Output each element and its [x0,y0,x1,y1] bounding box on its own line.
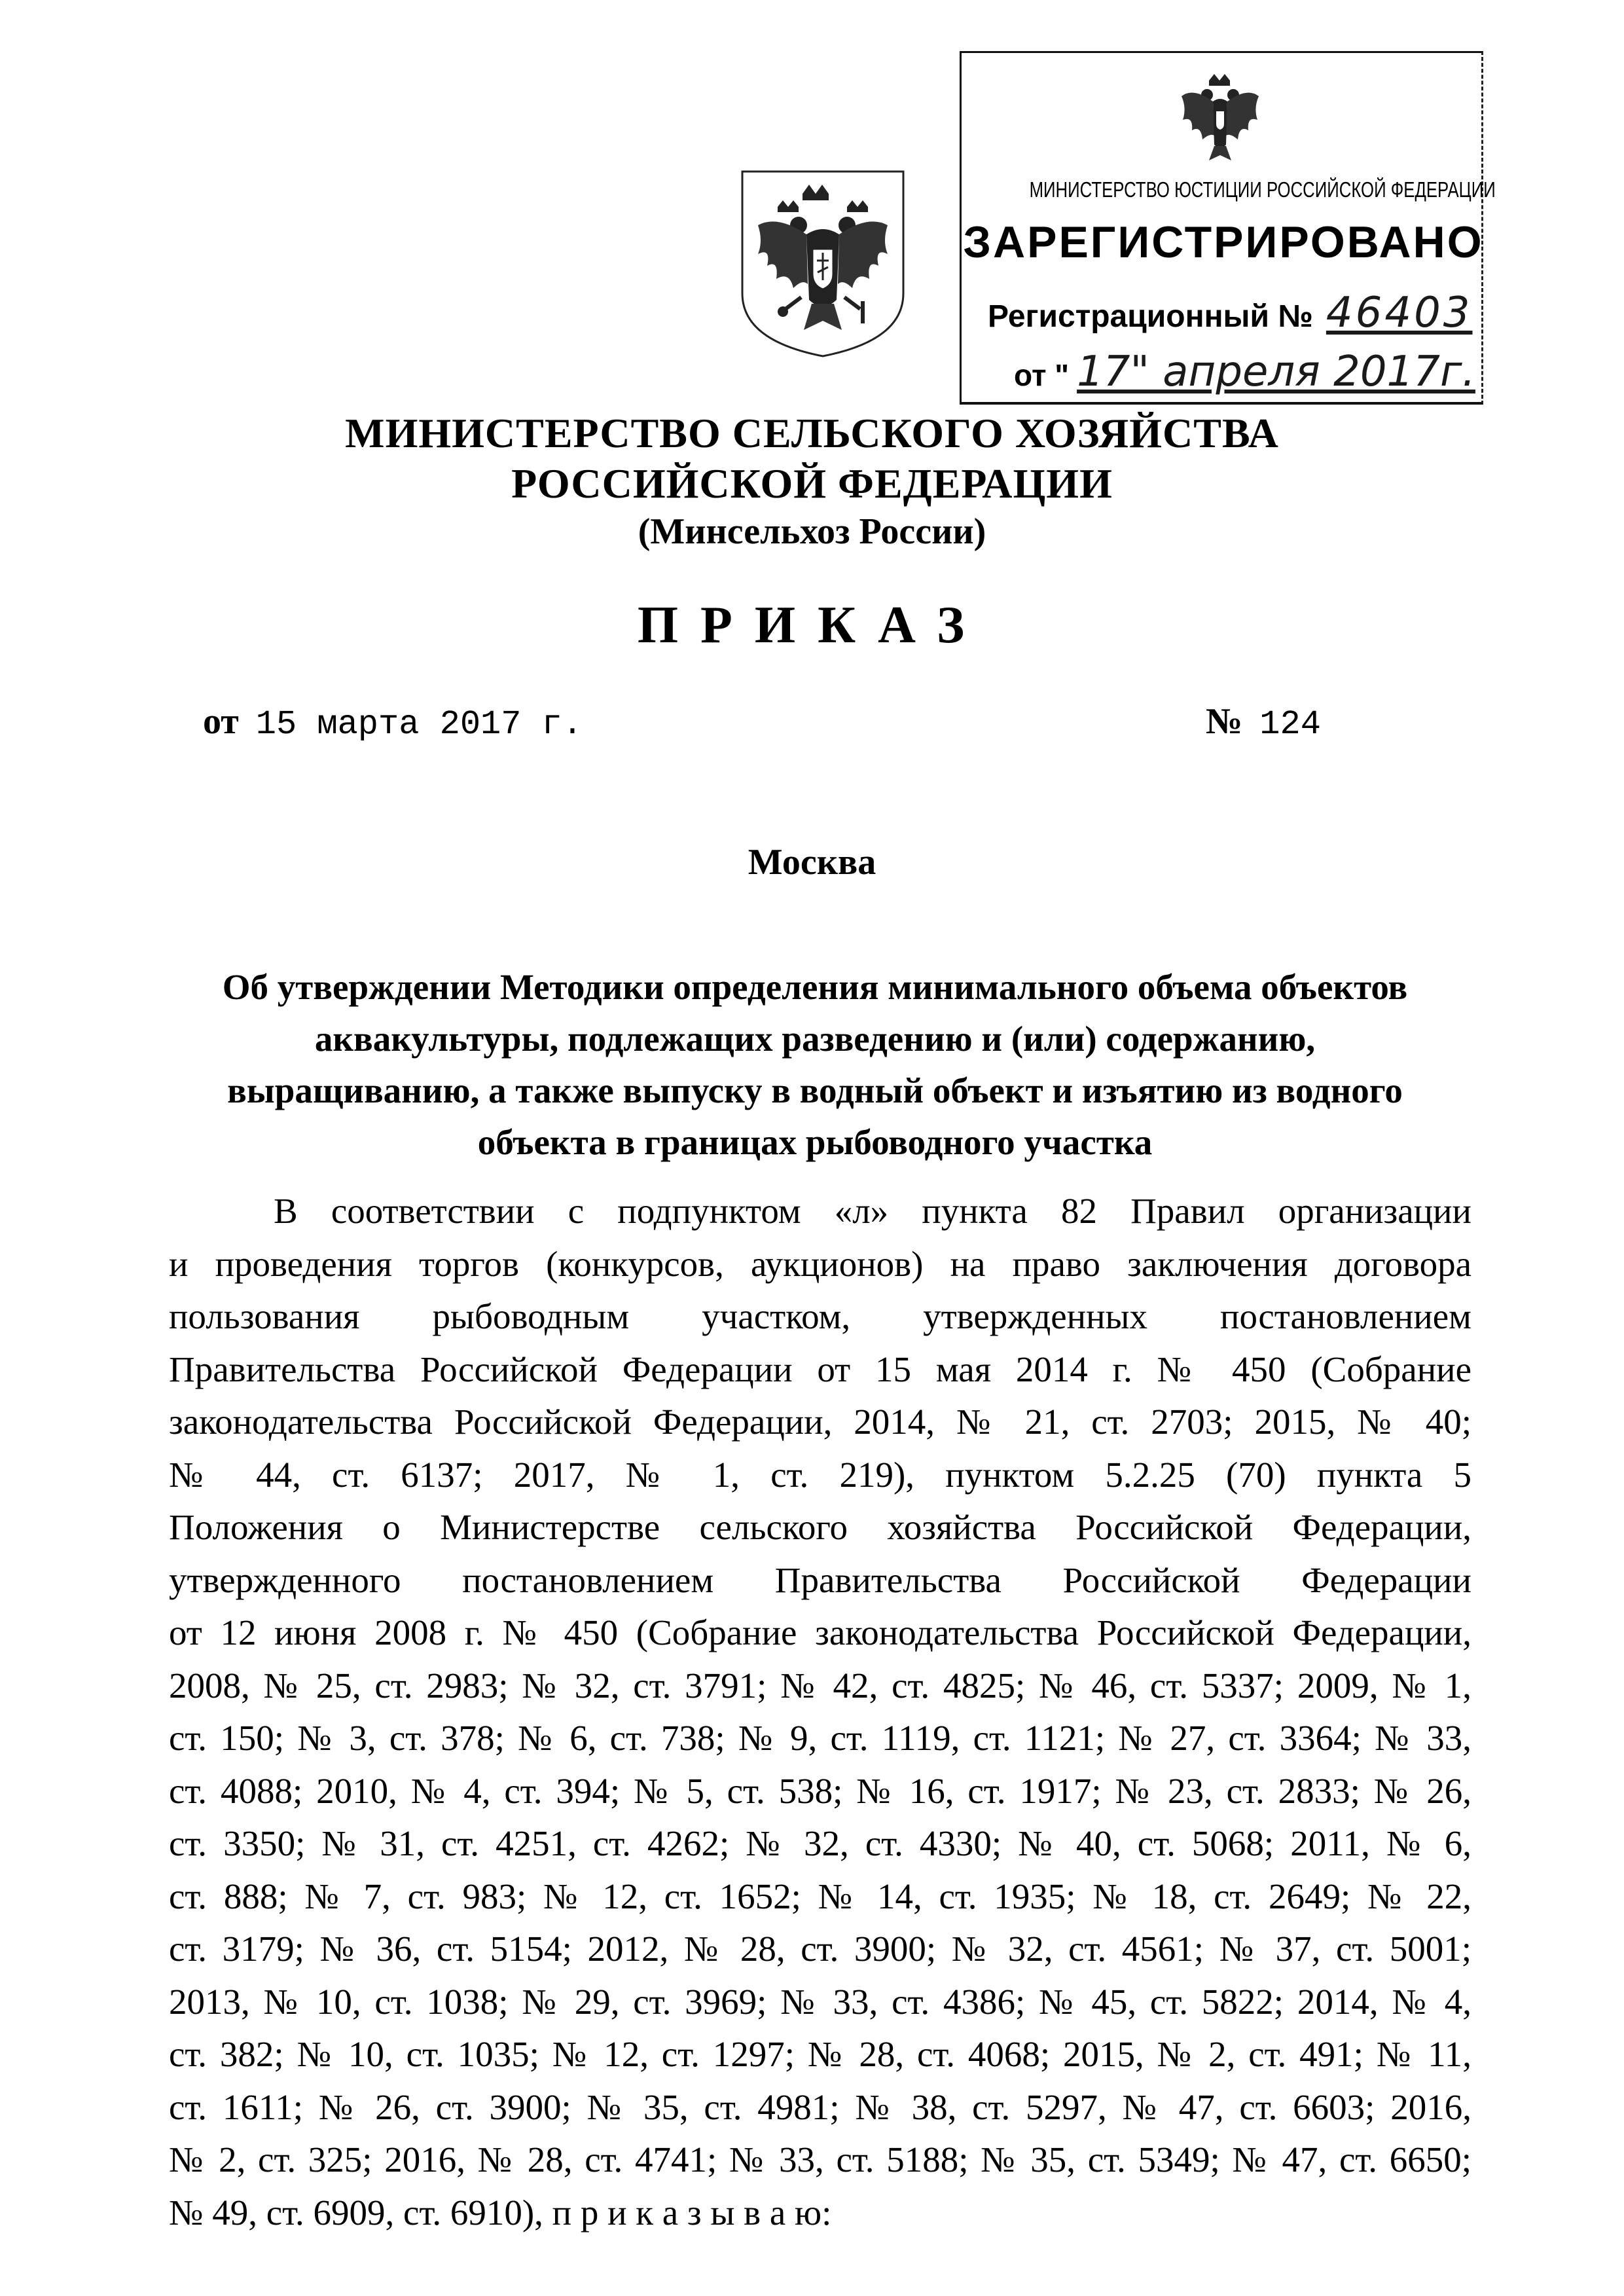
order-date-prefix: от [203,701,239,742]
registration-stamp [960,51,1496,405]
document-type: ПРИКАЗ [637,596,987,654]
city: Москва [748,842,876,883]
body-line: ст. 4088; 2010, № 4, ст. 394; № 5, ст. 538; № 16, ст. 1917; № 23, ст. 2833; № 26, [169,1770,1471,1811]
body-line: законодательства Российской Федерации, 2014, № 21, ст. 2703; 2015, № 40; [169,1402,1471,1442]
stamp-ministry-name: МИНИСТЕРСТВО ЮСТИЦИИ РОССИЙСКОЙ ФЕДЕРАЦИИ [1029,177,1496,202]
order-date-row [203,701,583,744]
body-line: ст. 888; № 7, ст. 983; № 12, ст. 1652; № 14, ст. 1935; № 18, ст. 2649; № 22, [169,1876,1471,1916]
ministry-name-line-1: МИНИСТЕРСТВО СЕЛЬСКОГО ХОЗЯЙСТВА [345,410,1279,456]
body-line: № 44, ст. 6137; 2017, № 1, ст. 219), пунктом 5.2.25 (70) пункта 5 [169,1454,1471,1495]
body-line: № 2, ст. 325; 2016, № 28, ст. 4741; № 33, ст. 5188; № 35, ст. 5349; № 47, ст. 6650; [169,2140,1471,2179]
body-line: от 12 июня 2008 г. № 450 (Собрание законодательства Российской Федерации, [169,1613,1471,1652]
body-line: утвержденного постановлением Правительства Российской Федерации [169,1559,1471,1600]
coat-of-arms-icon [738,169,907,359]
body-line: 2008, № 25, ст. 2983; № 32, ст. 3791; № 42, ст. 4825; № 46, ст. 5337; 2009, № 1, [169,1665,1471,1705]
stamp-date-prefix: от " [1014,358,1070,392]
stamp-date-value: 17" апреля 2017г. [1077,348,1475,396]
body-line: пользования рыбоводным участком, утвержденных постановлением [169,1296,1471,1336]
order-title [151,961,1479,1168]
body-line: ст. 3350; № 31, ст. 4251, ст. 4262; № 32, ст. 4330; № 40, ст. 5068; 2011, № 6, [169,1823,1471,1863]
body-line: № 49, ст. 6909, ст. 6910), п р и к а з ы в а ю: [169,2192,832,2232]
body-line: ст. 3179; № 36, ст. 5154; 2012, № 28, ст. 3900; № 32, ст. 4561; № 37, ст. 5001; [169,1929,1471,1969]
title-line: Об утверждении Методики определения минимального объема объектов [222,967,1408,1007]
body-line: В соответствии с подпунктом «л» пункта 82 Правил организации [274,1191,1471,1231]
stamp-registered-label: ЗАРЕГИСТРИРОВАНО [963,217,1484,267]
ministry-name-line-2: РОССИЙСКОЙ ФЕДЕРАЦИИ [511,460,1113,507]
title-line: объекта в границах рыбоводного участка [477,1122,1153,1162]
body-line: Правительства Российской Федерации от 15 мая 2014 г. № 450 (Собрание [169,1349,1471,1389]
stamp-date-row [1014,348,1475,396]
order-number-row [1206,701,1321,744]
order-number-sign: № [1206,701,1243,742]
body-line: и проведения торгов (конкурсов, аукционов) на право заключения договора [169,1243,1471,1284]
stamp-registration-number: 46403 [1326,289,1473,337]
ministry-short-name: (Минсельхоз России) [638,511,986,552]
stamp-registration-number-row [988,289,1472,337]
body-line: ст. 150; № 3, ст. 378; № 6, ст. 738; № 9, ст. 1119, ст. 1121; № 27, ст. 3364; № 33, [169,1718,1471,1758]
body-line: Положения о Министерстве сельского хозяйства Российской Федерации, [169,1507,1471,1547]
order-number: 124 [1259,705,1321,744]
title-line: выращиванию, а также выпуску в водный объект и изъятию из водного [227,1070,1403,1110]
title-line: аквакультуры, подлежащих разведению и (или) содержанию, [314,1019,1316,1059]
body-line: ст. 1611; № 26, ст. 3900; № 35, ст. 4981; № 38, ст. 5297, № 47, ст. 6603; 2016, [169,2086,1471,2127]
stamp-registration-label: Регистрационный № [988,299,1313,334]
stamp-coat-of-arms-icon [1178,67,1263,166]
body-line: ст. 382; № 10, ст. 1035; № 12, ст. 1297; № 28, ст. 4068; 2015, № 2, ст. 491; № 11, [169,2034,1471,2074]
body-line: 2013, № 10, ст. 1038; № 29, ст. 3969; № 33, ст. 4386; № 45, ст. 5822; 2014, № 4, [169,1981,1471,2022]
order-date: 15 марта 2017 г. [255,705,583,744]
body-paragraph [169,1185,1471,2239]
